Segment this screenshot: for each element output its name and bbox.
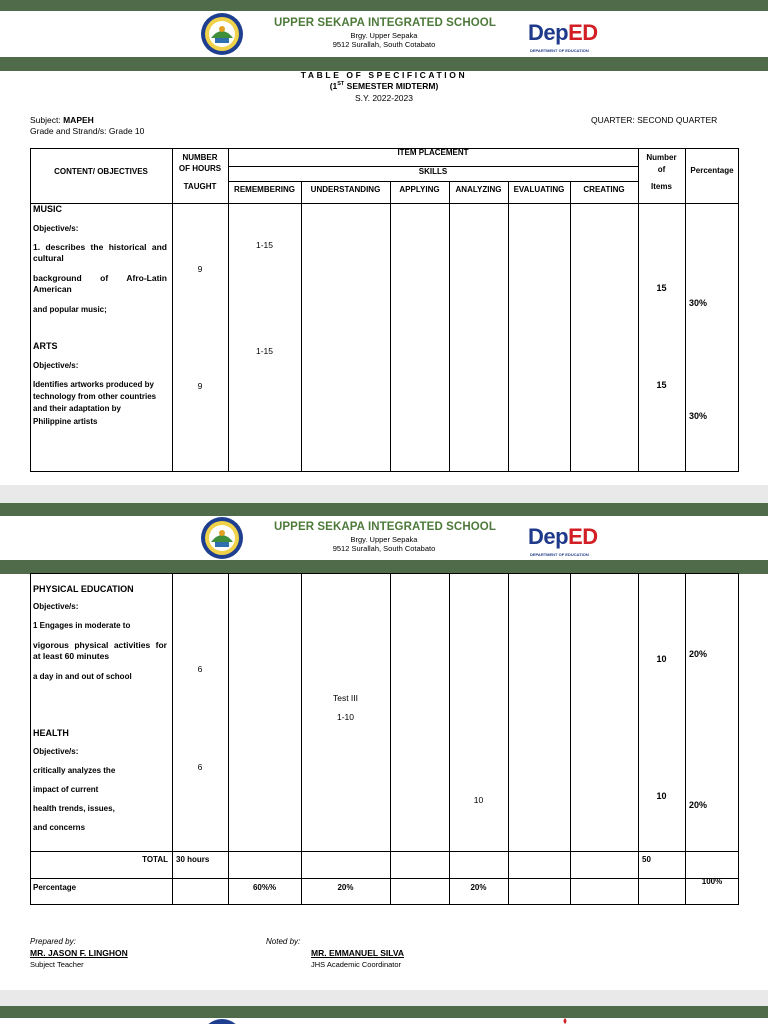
music-objective-line-1: 1. describes the historical and cultural — [33, 242, 167, 263]
document-title: TABLE OF SPECIFICATION — [300, 70, 468, 80]
pct-analyzing: 20% — [470, 883, 487, 892]
pct-total: 100% — [701, 877, 723, 886]
prepared-by-label: Prepared by: — [30, 937, 76, 946]
header-band-2 — [0, 560, 768, 574]
health-objective-line-4: and concerns — [33, 823, 86, 832]
arts-hours: 9 — [197, 381, 203, 391]
header-percentage: Percentage — [690, 166, 734, 175]
pe-title: PHYSICAL EDUCATION — [33, 584, 134, 594]
pe-understanding-2: 1-10 — [336, 712, 354, 722]
arts-objective-label: Objective/s: — [33, 361, 79, 370]
subject-value: MAPEH — [63, 115, 94, 125]
noted-by-label: Noted by: — [266, 937, 301, 946]
header-analyzing: ANALYZING — [455, 185, 502, 194]
letterhead — [0, 12, 768, 56]
arts-items: 15 — [656, 380, 667, 390]
header-remembering: REMEMBERING — [234, 185, 295, 194]
prepared-by-role: Subject Teacher — [30, 960, 84, 969]
school-name: UPPER SEKAPA INTEGRATED SCHOOL — [274, 521, 496, 533]
header-items-1: Number — [646, 153, 677, 162]
pe-percent: 20% — [689, 649, 708, 659]
grade-label: Grade and Strand/s: — [30, 126, 107, 136]
arts-remembering: 1-15 — [255, 346, 273, 356]
page-3-top-band — [0, 1006, 768, 1018]
grade-value: Grade 10 — [108, 126, 145, 136]
header-hours-1: NUMBER — [182, 153, 218, 162]
pe-objective-line-3: a day in and out of school — [33, 672, 132, 681]
pe-hours: 6 — [197, 664, 203, 674]
header-items-3: Items — [651, 182, 672, 191]
noted-by-role: JHS Academic Coordinator — [311, 960, 402, 969]
arts-objective-text: Identifies artworks produced by technology from other countries and their adaptation by Philippine artists — [33, 380, 157, 426]
health-analyzing: 10 — [473, 795, 484, 805]
arts-percent: 30% — [689, 411, 708, 421]
address-line-1: Brgy. Upper Sepaka — [350, 535, 418, 544]
subtitle-prefix: (1 — [329, 81, 338, 91]
pe-items: 10 — [656, 654, 667, 664]
page-2 — [0, 516, 768, 990]
pct-remembering: 60%% — [252, 883, 277, 892]
health-title: HEALTH — [33, 728, 69, 738]
document-subtitle — [284, 81, 484, 91]
page-gap-1 — [0, 485, 768, 503]
address-line-2: 9512 Surallah, South Cotabato — [332, 40, 436, 49]
school-year: S.Y. 2022-2023 — [355, 93, 413, 103]
arts-title: ARTS — [33, 341, 58, 351]
music-items: 15 — [656, 283, 667, 293]
top-band — [0, 0, 768, 11]
health-items: 10 — [656, 791, 667, 801]
deped-torch-icon — [560, 1018, 570, 1024]
header-hours-2: OF HOURS — [178, 164, 222, 173]
pe-objective-label: Objective/s: — [33, 602, 79, 611]
school-name: UPPER SEKAPA INTEGRATED SCHOOL — [274, 17, 496, 29]
music-objective-label: Objective/s: — [33, 224, 79, 233]
page-2-top-band — [0, 503, 768, 516]
address-line-1: Brgy. Upper Sepaka — [350, 31, 418, 40]
prepared-by-name: MR. JASON F. LINGHON — [30, 948, 128, 958]
pct-understanding: 20% — [337, 883, 354, 892]
deped-logo — [528, 524, 608, 558]
page-3-partial — [0, 1018, 768, 1024]
total-hours: 30 hours — [176, 855, 210, 864]
noted-by-name: MR. EMMANUEL SILVA — [311, 948, 405, 958]
deped-logo-text: DepED — [528, 20, 598, 45]
school-seal-icon — [200, 12, 244, 56]
letterhead-2 — [0, 516, 768, 560]
header-hours-3: TAUGHT — [183, 182, 217, 191]
health-objective-line-2: impact of current — [33, 785, 99, 794]
page-1 — [0, 0, 768, 485]
health-percent: 20% — [689, 800, 708, 810]
header-item-placement: ITEM PLACEMENT — [397, 148, 469, 157]
grade-line — [30, 126, 144, 136]
quarter-label: QUARTER: SECOND QUARTER — [591, 115, 718, 125]
health-objective-line-1: critically analyzes the — [33, 766, 116, 775]
school-seal-icon — [200, 1018, 244, 1024]
music-hours: 9 — [197, 264, 203, 274]
health-objective-line-3: health trends, issues, — [33, 804, 115, 813]
subject-label: Subject: — [30, 115, 61, 125]
subtitle-suffix: SEMESTER MIDTERM) — [344, 81, 439, 91]
header-creating: CREATING — [583, 185, 625, 194]
music-objective-line-3: and popular music; — [33, 305, 107, 314]
subtitle-sup: ST — [337, 81, 345, 88]
pe-objective-line-1: 1 Engages in moderate to — [33, 621, 131, 630]
school-seal-icon — [200, 516, 244, 560]
header-band — [0, 57, 768, 71]
total-label: TOTAL — [142, 855, 168, 864]
health-hours: 6 — [197, 762, 203, 772]
pe-understanding-1: Test III — [332, 693, 359, 703]
music-title: MUSIC — [33, 204, 62, 214]
page-gap-2 — [0, 990, 768, 1006]
deped-logo-subtext: DEPARTMENT OF EDUCATION — [530, 48, 589, 53]
percentage-row-label: Percentage — [33, 883, 77, 892]
health-objective-label: Objective/s: — [33, 747, 79, 756]
address-line-2: 9512 Surallah, South Cotabato — [332, 544, 436, 553]
header-understanding: UNDERSTANDING — [310, 185, 381, 194]
header-applying: APPLYING — [399, 185, 440, 194]
header-content-objectives: CONTENT/ OBJECTIVES — [54, 167, 148, 176]
pe-objective-line-2: vigorous physical activities for at least 60 minutes — [33, 640, 167, 661]
header-skills: SKILLS — [418, 167, 448, 176]
deped-logo-subtext: DEPARTMENT OF EDUCATION — [530, 552, 589, 557]
header-items-2: of — [657, 165, 666, 174]
deped-logo-text: DepED — [528, 524, 598, 549]
total-items: 50 — [642, 855, 651, 864]
music-remembering: 1-15 — [255, 240, 273, 250]
music-percent: 30% — [689, 298, 708, 308]
music-objective-line-2: background of Afro-Latin American — [33, 273, 167, 294]
subject-line — [30, 115, 94, 125]
header-evaluating: EVALUATING — [513, 185, 565, 194]
deped-logo — [528, 20, 608, 54]
